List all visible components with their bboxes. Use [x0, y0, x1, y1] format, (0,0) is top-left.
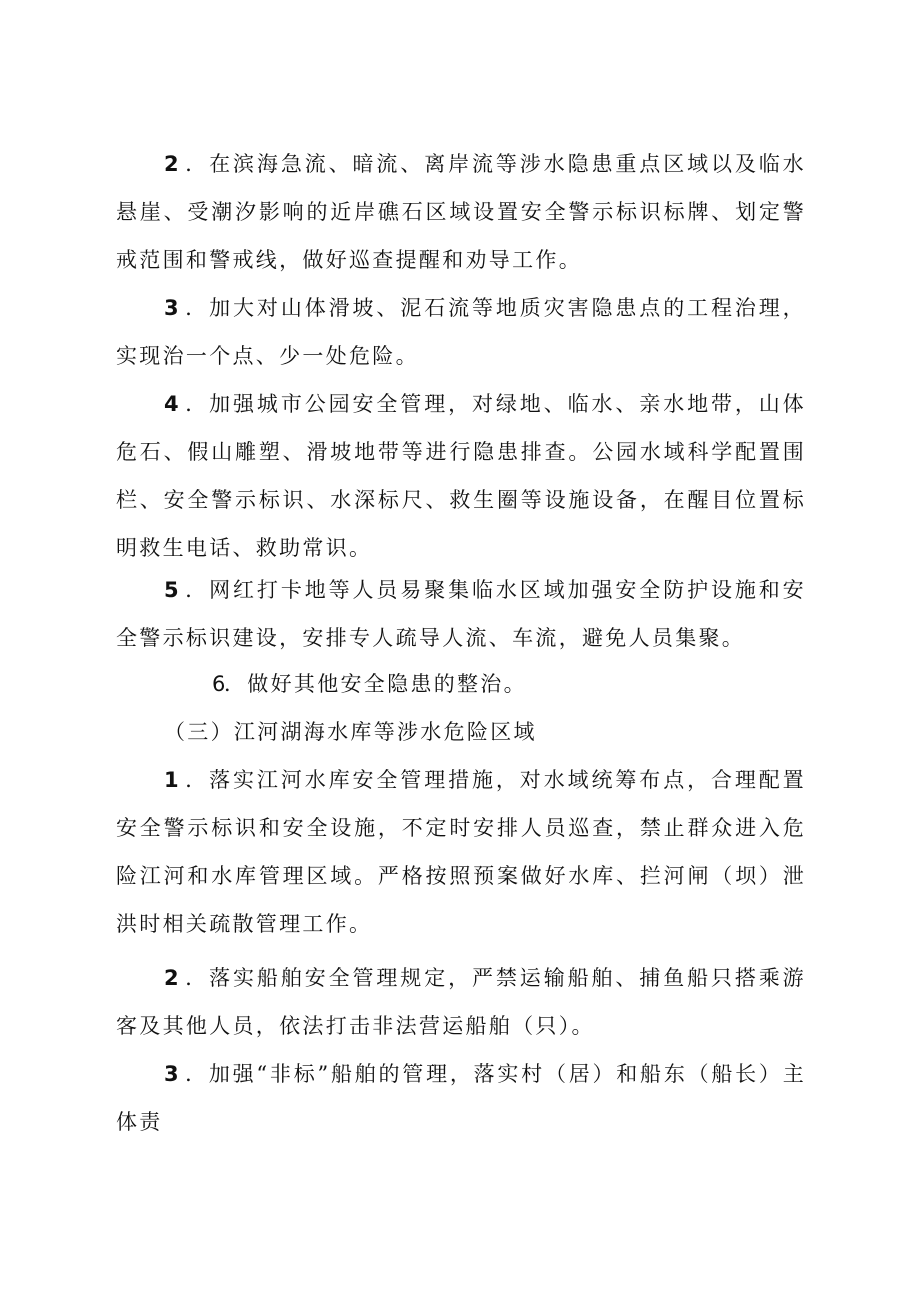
list-item — [116, 140, 806, 284]
item-text: ．在滨海急流、暗流、离岸流等涉水隐患重点区域以及临水悬崖、受潮汐影响的近岸礁石区域设置安全警示标识标牌、划定警戒范围和警戒线，做好巡查提醒和劝导工作。 — [116, 152, 806, 272]
item-text: ．网红打卡地等人员易聚集临水区域加强安全防护设施和安全警示标识建设，安排专人疏导人流、车流，避免人员集聚。 — [116, 578, 806, 650]
list-item — [116, 284, 806, 380]
item-number: 4 — [164, 392, 179, 416]
item-text: ．加强“非标”船舶的管理，落实村（居）和船东（船长）主体责 — [116, 1062, 806, 1134]
item-number: 3 — [164, 1062, 179, 1086]
item-text: ．做好其他安全隐患的整治。 — [224, 672, 527, 696]
item-number: 3 — [164, 296, 179, 320]
section-heading: （三）江河湖海水库等涉水危险区域 — [164, 720, 537, 744]
list-item — [116, 954, 806, 1050]
list-item — [116, 1050, 806, 1146]
list-item — [116, 756, 806, 948]
list-item — [116, 660, 806, 708]
item-text: ．落实江河水库安全管理措施，对水域统筹布点，合理配置安全警示标识和安全设施，不定时安排人员巡查，禁止群众进入危险江河和水库管理区域。严格按照预案做好水库、拦河闸（坝）泄洪时相关疏散管理工作。 — [116, 768, 806, 936]
item-text: ．加强城市公园安全管理，对绿地、临水、亲水地带，山体危石、假山雕塑、滑坡地带等进行隐患排查。公园水域科学配置围栏、安全警示标识、水深标尺、救生圈等设施设备，在醒目位置标明救生电话、救助常识。 — [116, 392, 806, 560]
item-number: 1 — [164, 768, 179, 792]
item-number: 2 — [164, 966, 179, 990]
list-item — [116, 566, 806, 662]
item-number: 6 — [212, 672, 226, 696]
item-text: ．落实船舶安全管理规定，严禁运输船舶、捕鱼船只搭乘游客及其他人员，依法打击非法营运船舶（只）。 — [116, 966, 806, 1038]
item-text: ．加大对山体滑坡、泥石流等地质灾害隐患点的工程治理，实现治一个点、少一处危险。 — [116, 296, 806, 368]
item-number: 5 — [164, 578, 179, 602]
list-item — [116, 380, 806, 572]
item-number: 2 — [164, 152, 179, 176]
